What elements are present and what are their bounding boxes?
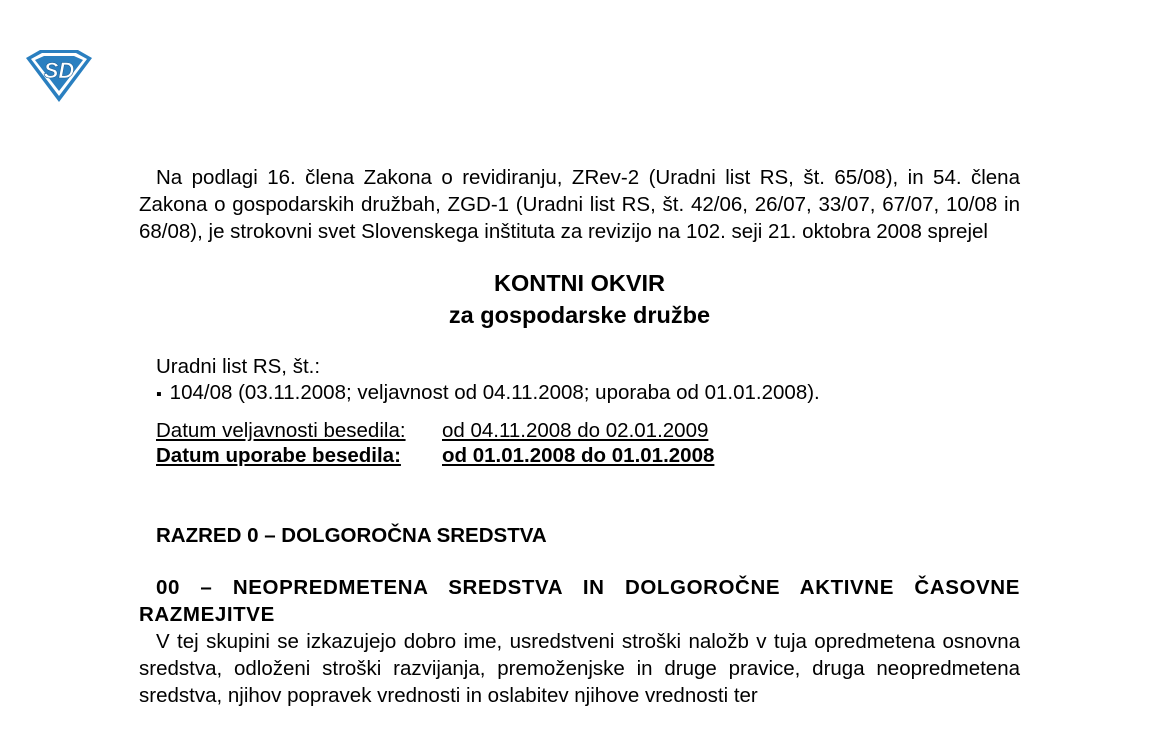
group-00-text: V tej skupini se izkazujejo dobro ime, usredstveni stroški naložb v tuja opredmetena osnovna sredstva, odloženi stroški razvijanja, premoženjske in druge pravice, druga neopredmetena sredstva, njihov popravek vrednosti in oslabitev njihove vrednosti ter <box>139 630 1020 707</box>
class-0-heading: RAZRED 0 – DOLGOROČNA SREDSTVA <box>156 524 547 547</box>
usage-value: od 01.01.2008 do 01.01.2008 <box>442 444 715 467</box>
gazette-label: Uradni list RS, št.: <box>156 355 321 378</box>
logo-lettering: SD <box>43 58 75 83</box>
gazette-reference <box>139 354 1020 408</box>
usage-label: Datum uporabe besedila: <box>156 444 401 467</box>
usage-row <box>156 443 1020 468</box>
date-info <box>139 418 1020 468</box>
validity-row <box>156 418 1020 443</box>
validity-value: od 04.11.2008 do 02.01.2009 <box>442 419 709 442</box>
document-page <box>139 164 1020 730</box>
title-line-1: KONTNI OKVIR <box>493 270 666 296</box>
validity-label: Datum veljavnosti besedila: <box>156 419 406 442</box>
title-line-2: za gospodarske družbe <box>448 302 711 328</box>
group-00-heading: 00 – NEOPREDMETENA SREDSTVA IN DOLGOROČNE AKTIVNE ČASOVNE RAZMEJITVE <box>139 576 1020 626</box>
intro-paragraph: Na podlagi 16. člena Zakona o revidiranju, ZRev-2 (Uradni list RS, št. 65/08), in 54. člena Zakona o gospodarskih družbah, ZGD-1 (Uradni list RS, št. 42/06, 26/07, 33/07, 67/07, 10/08 in 68/08), je strokovni svet Slovenskega inštituta za revizijo na 102. seji 21. oktobra 2008 sprejel <box>139 166 1020 243</box>
document-title <box>139 267 1020 331</box>
sd-logo <box>22 48 96 104</box>
gazette-entry: ▪ 104/08 (03.11.2008; veljavnost od 04.11.2008; uporaba od 01.01.2008). <box>156 380 1020 408</box>
